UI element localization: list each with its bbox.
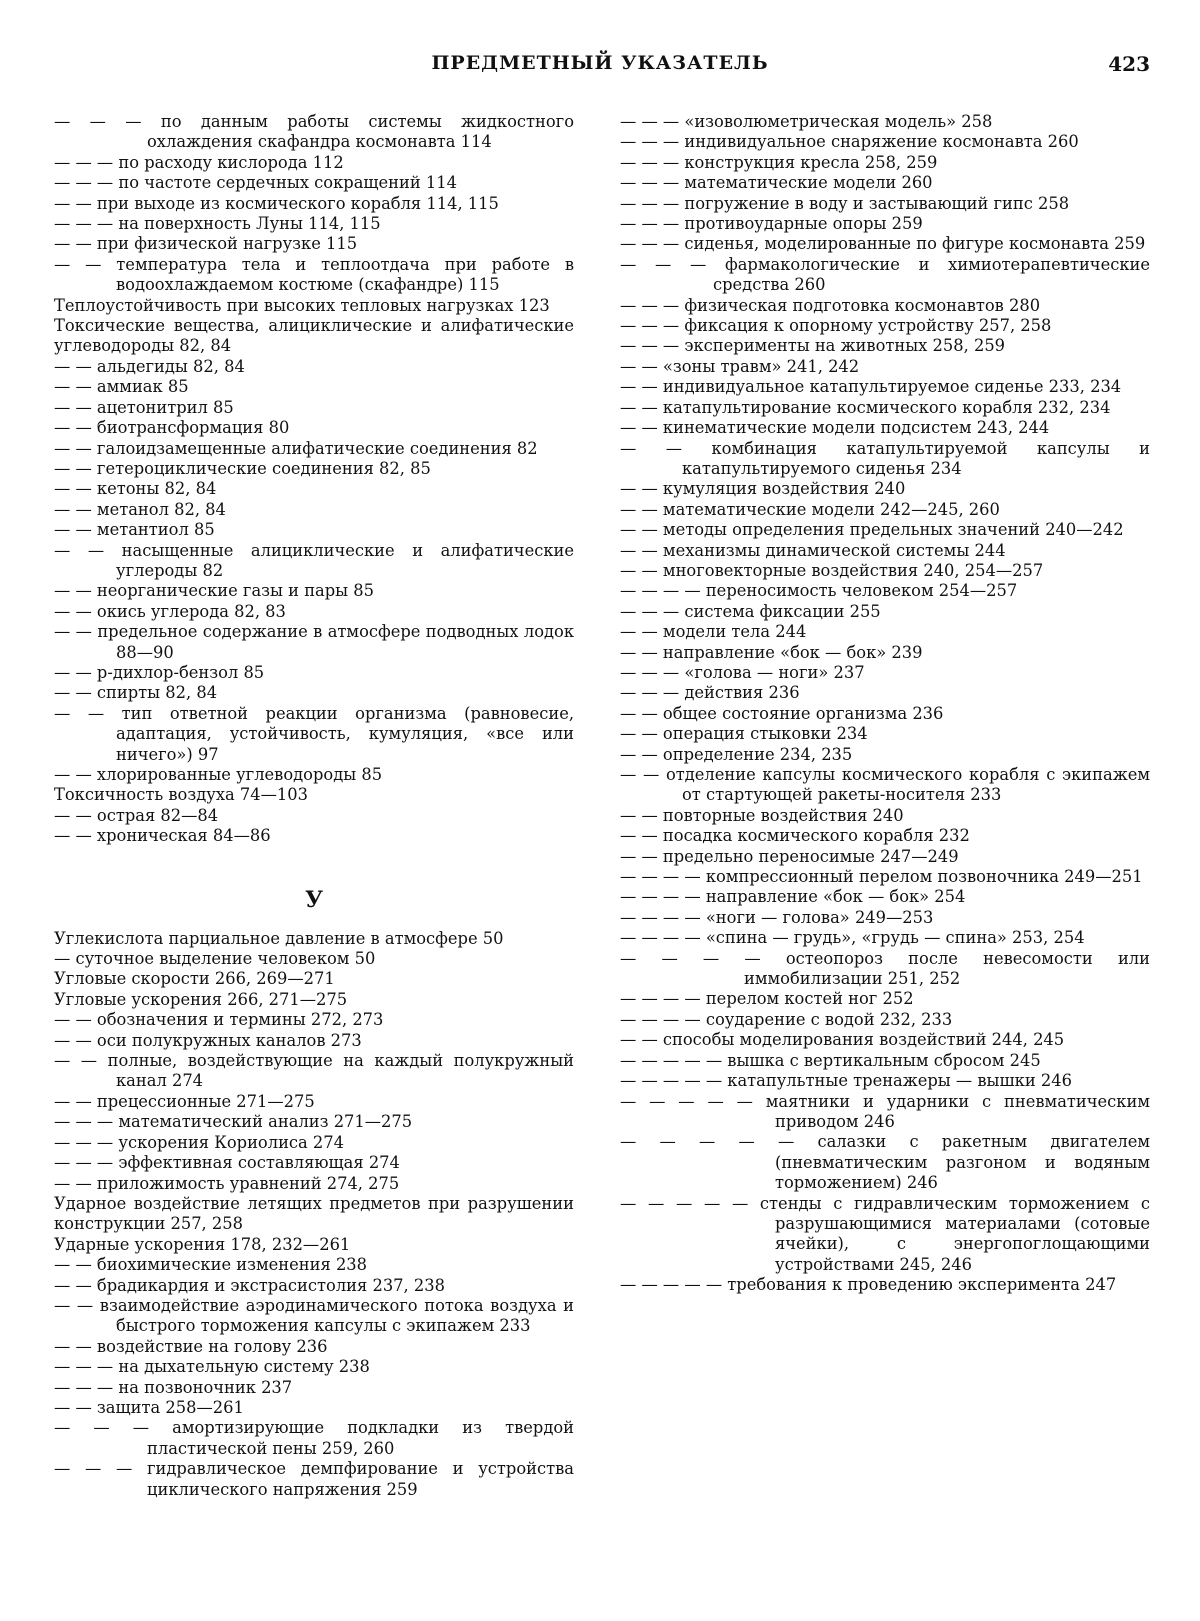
- index-entry: — — — фиксация к опорному устройству 257, 258: [620, 316, 1052, 336]
- index-entry: — — способы моделирования воздействий 244, 245: [620, 1030, 1065, 1050]
- index-entry: — — — на дыхательную систему 238: [54, 1357, 370, 1377]
- index-entry: — — предельно переносимые 247—249: [620, 846, 959, 866]
- index-entry: — — гетероциклические соединения 82, 85: [54, 458, 431, 478]
- index-entry: — — модели тела 244: [620, 622, 807, 642]
- index-entry: — — — эффективная составляющая 274: [54, 1153, 400, 1173]
- index-entry: — — — — перелом костей ног 252: [620, 989, 914, 1009]
- page-number: 423: [1108, 52, 1150, 76]
- index-entry: — — — фармакологические и химиотерапевтические средства 260: [620, 254, 1150, 295]
- index-entry: — — — — «ноги — голова» 249—253: [620, 907, 934, 927]
- index-entry: — — — — — требования к проведению эксперимента 247: [620, 1275, 1117, 1295]
- index-entry: — — комбинация катапультируемой капсулы и катапультируемого сиденья 234: [620, 438, 1150, 478]
- left-column: [54, 112, 574, 1500]
- index-entry: — — — «изоволюметрическая модель» 258: [620, 112, 993, 131]
- index-entry: — — — — остеопороз после невесомости или иммобилизации 251, 252: [620, 948, 1150, 989]
- index-entry: — — — математический анализ 271—275: [54, 1112, 413, 1132]
- index-entry: — — при физической нагрузке 115: [54, 234, 358, 254]
- index-entry: — — — по расходу кислорода 112: [54, 152, 344, 172]
- index-entry: — — ацетонитрил 85: [54, 397, 234, 417]
- index-entry: — — многовекторные воздействия 240, 254—257: [620, 560, 1044, 580]
- index-entry: — — — — соударение с водой 232, 233: [620, 1009, 953, 1029]
- section-letter: У: [305, 886, 323, 913]
- index-entry: — — галоидзамещенные алифатические соединения 82: [54, 438, 538, 458]
- index-entry: — — насыщенные алициклические и алифатические углероды 82: [54, 540, 574, 580]
- right-column: [620, 112, 1150, 1296]
- index-entry: — — защита 258—261: [54, 1397, 244, 1417]
- index-entry: — — предельное содержание в атмосфере подводных лодок 88—90: [54, 622, 574, 662]
- index-entry: — — — — направление «бок — бок» 254: [620, 887, 966, 907]
- index-entry: Угловые ускорения 266, 271—275: [54, 989, 348, 1009]
- index-entry: — — — по частоте сердечных сокращений 114: [54, 173, 457, 193]
- index-entry: — — острая 82—84: [54, 805, 219, 825]
- index-entry: — — — действия 236: [620, 683, 800, 703]
- index-entry: — — — ускорения Кориолиса 274: [54, 1132, 345, 1152]
- index-entry: — — — эксперименты на животных 258, 259: [620, 336, 1006, 356]
- index-entry: — — — — переносимость человеком 254—257: [620, 581, 1018, 601]
- index-entry: — — общее состояние организма 236: [620, 703, 944, 723]
- index-entry: — — методы определения предельных значений 240—242: [620, 520, 1124, 540]
- index-entry: — — индивидуальное катапультируемое сиденье 233, 234: [620, 377, 1122, 397]
- index-entry: — — посадка космического корабля 232: [620, 826, 970, 846]
- index-entry: — — оси полукружных каналов 273: [54, 1030, 362, 1050]
- index-entry: Ударные ускорения 178, 232—261: [54, 1234, 351, 1254]
- index-entry: Углекислота парциальное давление в атмосфере 50: [54, 928, 504, 948]
- index-entry: — — аммиак 85: [54, 377, 189, 397]
- index-entry: — — при выходе из космического корабля 114, 115: [54, 193, 499, 213]
- index-entry: — — метанол 82, 84: [54, 499, 226, 519]
- index-entry: — — — на поверхность Луны 114, 115: [54, 214, 381, 234]
- index-entry: — — — — — маятники и ударники с пневматическим приводом 246: [620, 1091, 1150, 1131]
- left-entries-before: [54, 112, 574, 847]
- index-entry: — — приложимость уравнений 274, 275: [54, 1173, 400, 1193]
- index-entry: — — температура тела и теплоотдача при работе в водоохлаждаемом костюме (скафандре) 115: [54, 254, 574, 295]
- index-entry: — — повторные воздействия 240: [620, 805, 904, 825]
- index-entry: — — — математические модели 260: [620, 173, 933, 193]
- index-entry: — — — сиденья, моделированные по фигуре космонавта 259: [620, 234, 1146, 254]
- index-entry: — — — — — вышка с вертикальным сбросом 245: [620, 1050, 1041, 1070]
- index-entry: — — — — — стенды с гидравлическим торможением с разрушающимися материалами (сотовые ячейки), с энергопоглощающими устройствами 245, 246: [620, 1193, 1150, 1274]
- index-entry: — — — система фиксации 255: [620, 601, 881, 621]
- index-entry: — — — — — салазки с ракетным двигателем (пневматическим разгоном и водяным торможением) 246: [620, 1132, 1150, 1193]
- index-entry: — — направление «бок — бок» 239: [620, 642, 923, 662]
- index-entry: Токсичность воздуха 74—103: [54, 785, 308, 805]
- index-entry: — — прецессионные 271—275: [54, 1091, 315, 1111]
- index-entry: — — — амортизирующие подкладки из твердой пластической пены 259, 260: [54, 1418, 574, 1458]
- index-entry: — — кинематические модели подсистем 243, 244: [620, 418, 1050, 438]
- index-entry: Теплоустойчивость при высоких тепловых нагрузках 123: [54, 295, 550, 315]
- index-entry: — — брадикардия и экстрасистолия 237, 238: [54, 1275, 445, 1295]
- index-entry: — — воздействие на голову 236: [54, 1336, 328, 1356]
- index-entry: — — — конструкция кресла 258, 259: [620, 152, 938, 172]
- index-entry: — — отделение капсулы космического корабля с экипажем от стартующей ракеты-носителя 233: [620, 765, 1150, 805]
- index-entry: — — полные, воздействующие на каждый полукружный канал 274: [54, 1051, 574, 1091]
- index-entry: — — хлорированные углеводороды 85: [54, 765, 383, 784]
- index-entry: — — р-дихлор-бензол 85: [54, 662, 265, 682]
- index-entry: — — «зоны травм» 241, 242: [620, 356, 860, 376]
- index-entry: — — альдегиды 82, 84: [54, 356, 245, 376]
- index-entry: — — — погружение в воду и застывающий гипс 258: [620, 193, 1070, 213]
- left-entries-after: [54, 929, 574, 1500]
- index-entry: — — окись углерода 82, 83: [54, 601, 286, 621]
- index-entry: — — кумуляция воздействия 240: [620, 479, 906, 499]
- index-entry: — — — противоударные опоры 259: [620, 214, 923, 234]
- index-entry: — — — на позвоночник 237: [54, 1377, 293, 1397]
- index-entry: — — — гидравлическое демпфирование и устройства циклического напряжения 259: [54, 1459, 574, 1499]
- index-entry: — — определение 234, 235: [620, 744, 853, 764]
- index-entry: — — — по данным работы системы жидкостного охлаждения скафандра космонавта 114: [54, 112, 574, 152]
- index-entry: — — взаимодействие аэродинамического потока воздуха и быстрого торможения капсулы с экипажем 233: [54, 1295, 574, 1336]
- index-entry: — — операция стыковки 234: [620, 724, 868, 744]
- index-entry: — суточное выделение человеком 50: [54, 949, 376, 969]
- index-entry: — — обозначения и термины 272, 273: [54, 1010, 384, 1030]
- index-entry: — — метантиол 85: [54, 520, 215, 540]
- index-entry: — — — физическая подготовка космонавтов 280: [620, 295, 1041, 315]
- index-entry: — — — «голова — ноги» 237: [620, 662, 865, 682]
- index-entry: Токсические вещества, алициклические и алифатические углеводороды 82, 84: [54, 316, 574, 356]
- index-entry: — — математические модели 242—245, 260: [620, 499, 1000, 519]
- index-entry: — — неорганические газы и пары 85: [54, 581, 375, 601]
- index-entry: Ударное воздействие летящих предметов при разрушении конструкции 257, 258: [54, 1193, 574, 1234]
- index-entry: — — спирты 82, 84: [54, 683, 218, 703]
- index-entry: — — кетоны 82, 84: [54, 479, 217, 499]
- index-entry: — — механизмы динамической системы 244: [620, 540, 1006, 560]
- index-entry: Угловые скорости 266, 269—271: [54, 969, 335, 989]
- index-entry: — — — — — катапультные тренажеры — вышки 246: [620, 1071, 1072, 1091]
- index-entry: — — катапультирование космического корабля 232, 234: [620, 397, 1111, 417]
- index-entry: — — хроническая 84—86: [54, 826, 271, 846]
- index-entry: — — — индивидуальное снаряжение космонавта 260: [620, 132, 1079, 152]
- index-entry: — — биотрансформация 80: [54, 418, 290, 438]
- index-entry: — — — — компрессионный перелом позвоночника 249—251: [620, 867, 1143, 887]
- index-entry: — — — — «спина — грудь», «грудь — спина» 253, 254: [620, 928, 1085, 948]
- running-title: ПРЕДМЕТНЫЙ УКАЗАТЕЛЬ: [431, 52, 769, 74]
- index-entry: — — тип ответной реакции организма (равновесие, адаптация, устойчивость, кумуляция, «все или ничего») 97: [54, 703, 574, 764]
- index-entry: — — биохимические изменения 238: [54, 1255, 368, 1275]
- right-entries: [620, 112, 1150, 1296]
